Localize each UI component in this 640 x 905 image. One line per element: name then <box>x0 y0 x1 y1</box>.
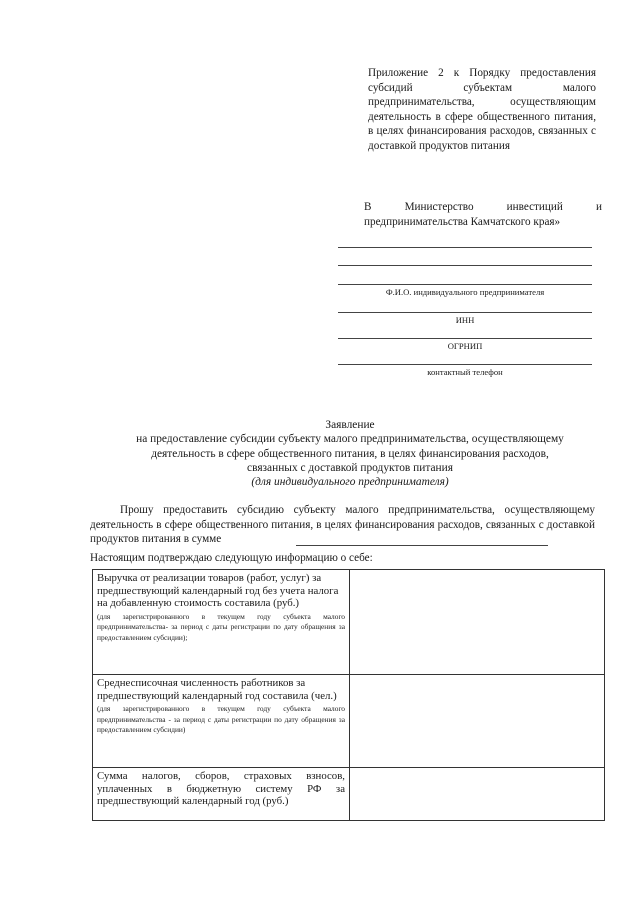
addressee-block <box>364 200 602 229</box>
table-cell-label <box>93 768 350 821</box>
name-line-1[interactable] <box>338 247 592 248</box>
appendix-note: Приложение 2 к Порядку предоставления субсидий субъектам малого предпринимательства, осуществляющим деятельность в сфере общественного питания, в целях финансирования расходов, связанных с доставкой продуктов питания <box>368 67 596 152</box>
table-cell-label <box>93 570 350 675</box>
inn-line[interactable] <box>338 312 592 313</box>
addressee-word-ministry: Министерство <box>404 201 474 213</box>
inn-caption: ИНН <box>455 315 475 325</box>
row-label: Выручка от реализации товаров (работ, услуг) за предшествующий календарный год без учета налога на добавленную стоимость составила (руб.) <box>97 572 339 610</box>
confirm-text: Настоящим подтверждаю следующую информацию о себе: <box>90 552 373 564</box>
table-cell-label <box>93 675 350 768</box>
addressee-line-1 <box>364 200 602 215</box>
phone-line[interactable] <box>338 364 592 365</box>
name-line-3[interactable] <box>338 284 592 285</box>
title-line-2: на предоставление субсидии субъекту малого предпринимательства, осуществляющему <box>136 433 564 446</box>
request-paragraph <box>90 503 595 547</box>
document-title <box>60 418 640 489</box>
request-text: Прошу предоставить субсидию субъекту малого предпринимательства, осуществляющему деятельность в сфере общественного питания, в целях финансирования расходов, связанных с доставкой продуктов питания в сумме <box>90 504 595 546</box>
row-note: (для зарегистрированного в текущем году субъекта малого предпринимательства - за период с даты регистрации по дату обращения за предоставлением субсидии) <box>97 704 345 734</box>
addressee-prefix: В <box>364 201 372 213</box>
table-row <box>93 768 605 821</box>
addressee-word-and: и <box>595 201 602 213</box>
table-cell-value[interactable] <box>350 768 605 821</box>
addressee-word-investments: инвестиций <box>506 201 563 213</box>
phone-caption: контактный телефон <box>427 367 503 377</box>
fio-caption: Ф.И.О. индивидуального предпринимателя <box>385 287 545 297</box>
addressee-line-2: предпринимательства Камчатского края» <box>364 215 561 228</box>
name-line-2[interactable] <box>338 265 592 266</box>
sum-input-line[interactable] <box>296 545 548 546</box>
row-note: (для зарегистрированного в текущем году субъекта малого предпринимательства- за период с даты регистрации по дату обращения за предоставлением субсидии); <box>97 611 345 642</box>
title-line-1: Заявление <box>325 419 375 431</box>
info-table <box>92 569 605 821</box>
ogrnip-line[interactable] <box>338 338 592 339</box>
table-row <box>93 570 605 675</box>
ogrnip-caption: ОГРНИП <box>447 341 483 351</box>
title-line-3: деятельность в сфере общественного питания, в целях финансирования расходов, <box>151 447 549 460</box>
table-cell-value[interactable] <box>350 675 605 768</box>
table-row <box>93 675 605 768</box>
title-line-4: связанных с доставкой продуктов питания <box>247 461 453 474</box>
table-cell-value[interactable] <box>350 570 605 675</box>
row-label: Среднесписочная численность работников за предшествующий календарный год составила (чел.) <box>97 677 337 702</box>
row-label: Сумма налогов, сборов, страховых взносов, уплаченных в бюджетную систему РФ за предшествующий календарный год (руб.) <box>97 770 345 808</box>
title-line-5: (для индивидуального предпринимателя) <box>251 476 449 489</box>
